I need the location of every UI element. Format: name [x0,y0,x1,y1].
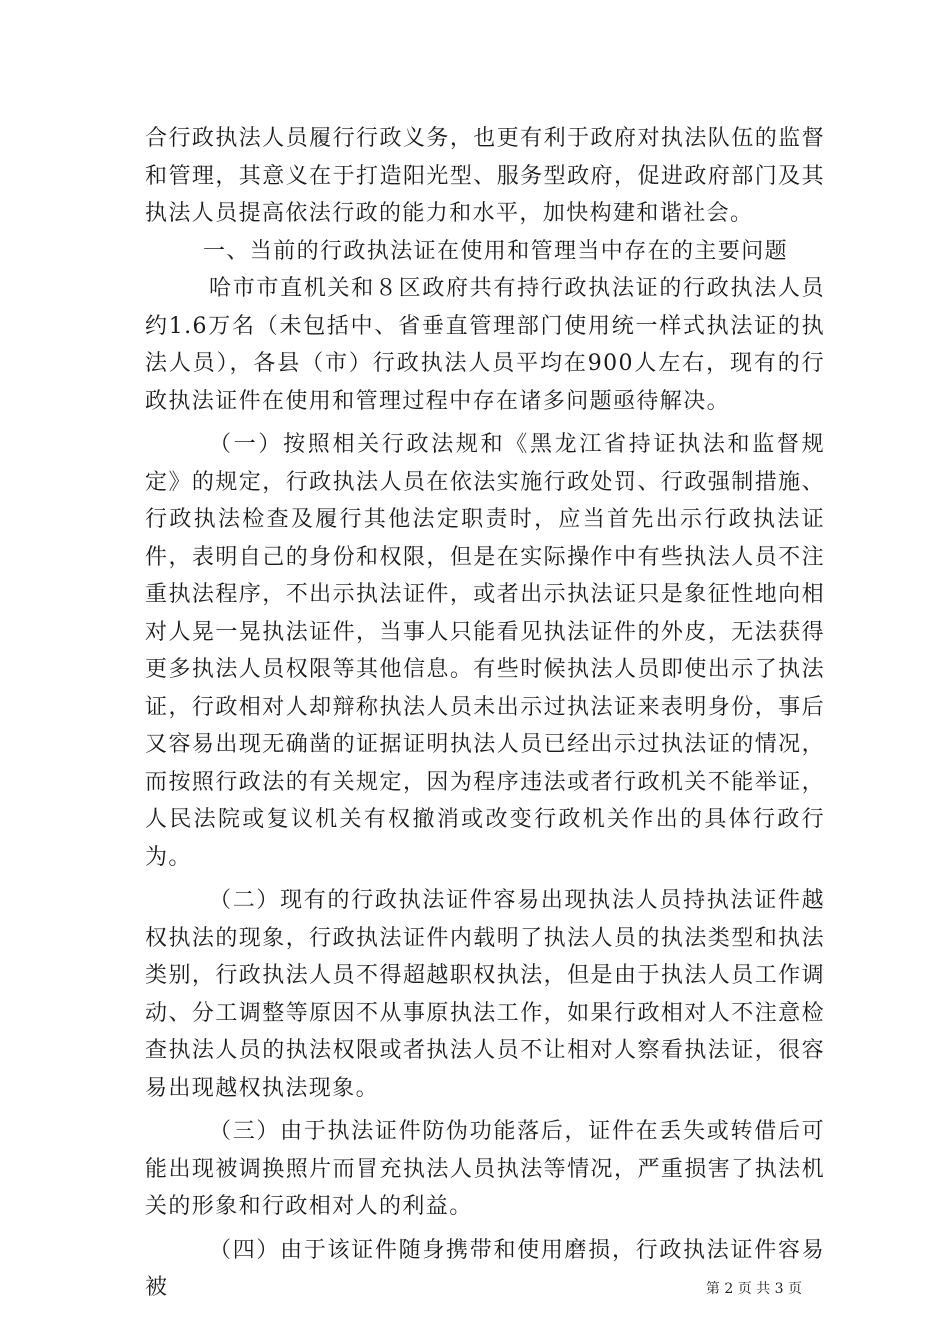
paragraph-issue-2: （二）现有的行政执法证件容易出现执法人员持执法证件越权执法的现象，行政执法证件内载明了执法人员的执法类型和执法类别，行政执法人员不得超越职权执法，但是由于执法人员工作调动、分工调整等原因不从事原执法工作，如果行政相对人不注意检查执法人员的执法权限或者执法人员不让相对人察看执法证，很容易出现越权执法现象。 [145,888,825,1101]
paragraph-continuation: 合行政执法人员履行行政义务，也更有利于政府对执法队伍的监督和管理，其意义在于打造阳光型、服务型政府，促进政府部门及其执法人员提高依法行政的能力和水平，加快构建和谐社会。 [145,126,825,226]
paragraph-issue-1: （一）按照相关行政法规和《黑龙江省持证执法和监督规定》的规定，行政执法人员在依法实施行政处罚、行政强制措施、行政执法检查及履行其他法定职责时，应当首先出示行政执法证件，表明自己的身份和权限，但是在实际操作中有些执法人员不注重执法程序，不出示执法证件，或者出示执法证只是象征性地向相对人晃一晃执法证件，当事人只能看见执法证件的外皮，无法获得更多执法人员权限等其他信息。有些时候执法人员即使出示了执法证，行政相对人却辩称执法人员未出示过执法证来表明身份，事后又容易出现无确凿的证据证明执法人员已经出示过执法证的情况，而按照行政法的有关规定，因为程序违法或者行政机关不能举证，人民法院或复议机关有权撤消或改变行政机关作出的具体行政行为。 [145,432,825,870]
section-heading: 一、当前的行政执法证在使用和管理当中存在的主要问题 [203,238,789,264]
paragraph-issue-4: （四）由于该证件随身携带和使用磨损，行政执法证件容易被 [145,1237,825,1300]
page-number-footer: 第 2 页 共 3 页 [705,1281,802,1297]
paragraph-overview: 哈市市直机关和８区政府共有持行政执法证的行政执法人员约1.6万名（未包括中、省垂直管理部门使用统一样式执法证的执法人员），各县（市）行政执法人员平均在900人左右，现有的行政执法证件在使用和管理过程中存在诸多问题亟待解决。 [145,276,825,414]
paragraph-issue-3: （三）由于执法证件防伪功能落后，证件在丢失或转借后可能出现被调换照片而冒充执法人员执法等情况，严重损害了执法机关的形象和行政相对人的利益。 [145,1119,825,1219]
body-text [145,120,825,1307]
